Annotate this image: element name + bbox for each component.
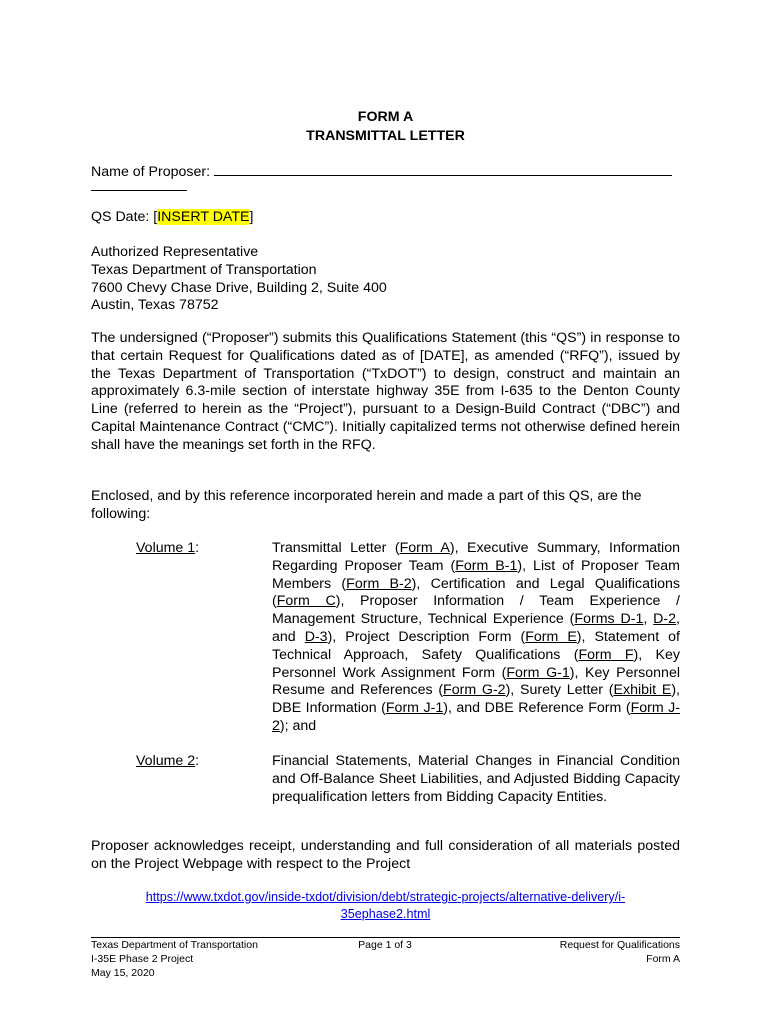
form-reference-link[interactable]: Form E (525, 628, 577, 645)
volume-2-label: Volume 2: (136, 753, 200, 769)
form-reference-link[interactable]: Form J-1 (385, 700, 444, 717)
address-line: Texas Department of Transportation (91, 261, 317, 278)
proposer-name-blank-continued[interactable] (91, 190, 187, 191)
qs-date-placeholder[interactable]: INSERT DATE (157, 209, 250, 225)
acknowledgement-paragraph: Proposer acknowledges receipt, understanding and full consideration of all materials posted on the Project Webpage with respect to the Project (91, 838, 680, 872)
form-reference-link[interactable]: Form J-2 (272, 700, 680, 734)
volume-1-contents: Transmittal Letter (Form A), Executive Summary, Information Regarding Proposer Team (Form B-1), List of Proposer Team Members (Form B-2), Certification and Legal Qualifications (Form C), Proposer Information / Team Experience / Management Structure, Technical Experience (Forms D-1, D-2, and D-3), Project Description Form (Form E), Statement of Technical Approach, Safety Qualifications (Form F), Key Personnel Work Assignment Form (Form G-1), Key Personnel Resume and References (Form G-2), Surety Letter (Exhibit E), DBE Information (Form J-1), and DBE Reference Form (Form J-2); and (272, 540, 680, 734)
form-reference-link[interactable]: Form F (578, 646, 634, 663)
form-reference-link[interactable]: Form C (276, 593, 336, 610)
address-line: Authorized Representative (91, 244, 259, 260)
form-reference-link[interactable]: D-3 (304, 628, 328, 645)
form-title: FORM A (357, 109, 414, 125)
footer-left: Texas Department of Transportation I-35E Phase 2 Project May 15, 2020 (91, 939, 258, 979)
form-subtitle: TRANSMITTAL LETTER (306, 128, 465, 144)
recipient-address (91, 244, 680, 315)
form-reference-link[interactable]: Form G-2 (443, 682, 506, 699)
form-reference-link[interactable]: Form B-2 (346, 575, 412, 592)
page-number: Page 1 of 3 (358, 939, 412, 951)
proposer-label: Name of Proposer: (91, 164, 211, 180)
enclosures-paragraph: Enclosed, and by this reference incorporated herein and made a part of this QS, are the following: (91, 488, 642, 522)
qs-date-line: QS Date: [INSERT DATE] (91, 209, 254, 225)
form-reference-link[interactable]: Form G-1 (506, 664, 570, 681)
form-reference-link[interactable]: Exhibit E (613, 682, 672, 699)
address-line: 7600 Chevy Chase Drive, Building 2, Suite 400 (91, 279, 387, 296)
proposer-name-line (91, 161, 680, 182)
project-webpage-link[interactable]: https://www.txdot.gov/inside-txdot/division/debt/strategic-projects/alternative-delivery/i- 35ephase2.html (145, 890, 626, 921)
form-reference-link[interactable]: Form A (399, 540, 450, 556)
form-reference-link[interactable]: Form B-1 (455, 557, 518, 574)
form-reference-link[interactable]: D-2 (653, 611, 677, 628)
form-reference-link[interactable]: Forms D-1 (574, 611, 644, 628)
intro-paragraph: The undersigned (“Proposer”) submits this Qualifications Statement (this “QS”) in response to that certain Request for Qualifications dated as of [DATE], as amended (“RFQ”), issued by the Texas Department of Transportation (“TxDOT”) to design, construct and maintain an approximately 6.3-mile section of interstate highway 35E from I-635 to the Denton County Line (referred to herein as the “Project”), pursuant to a Design-Build Contract (“DBC”) and Capital Maintenance Contract (“CMC”). Initially capitalized terms not otherwise defined herein shall have the meanings set forth in the RFQ. (91, 330, 680, 453)
volume-1-label: Volume 1: (136, 540, 200, 556)
qs-date-label: QS Date: [ (91, 209, 158, 225)
address-line: Austin, Texas 78752 (91, 297, 219, 314)
footer-right: Request for Qualifications Form A (559, 939, 680, 965)
volume-2-contents: Financial Statements, Material Changes in Financial Condition and Off-Balance Sheet Liabilities, and Adjusted Bidding Capacity prequalification letters from Bidding Capacity Entities. (272, 753, 680, 805)
proposer-name-blank[interactable] (214, 161, 672, 176)
